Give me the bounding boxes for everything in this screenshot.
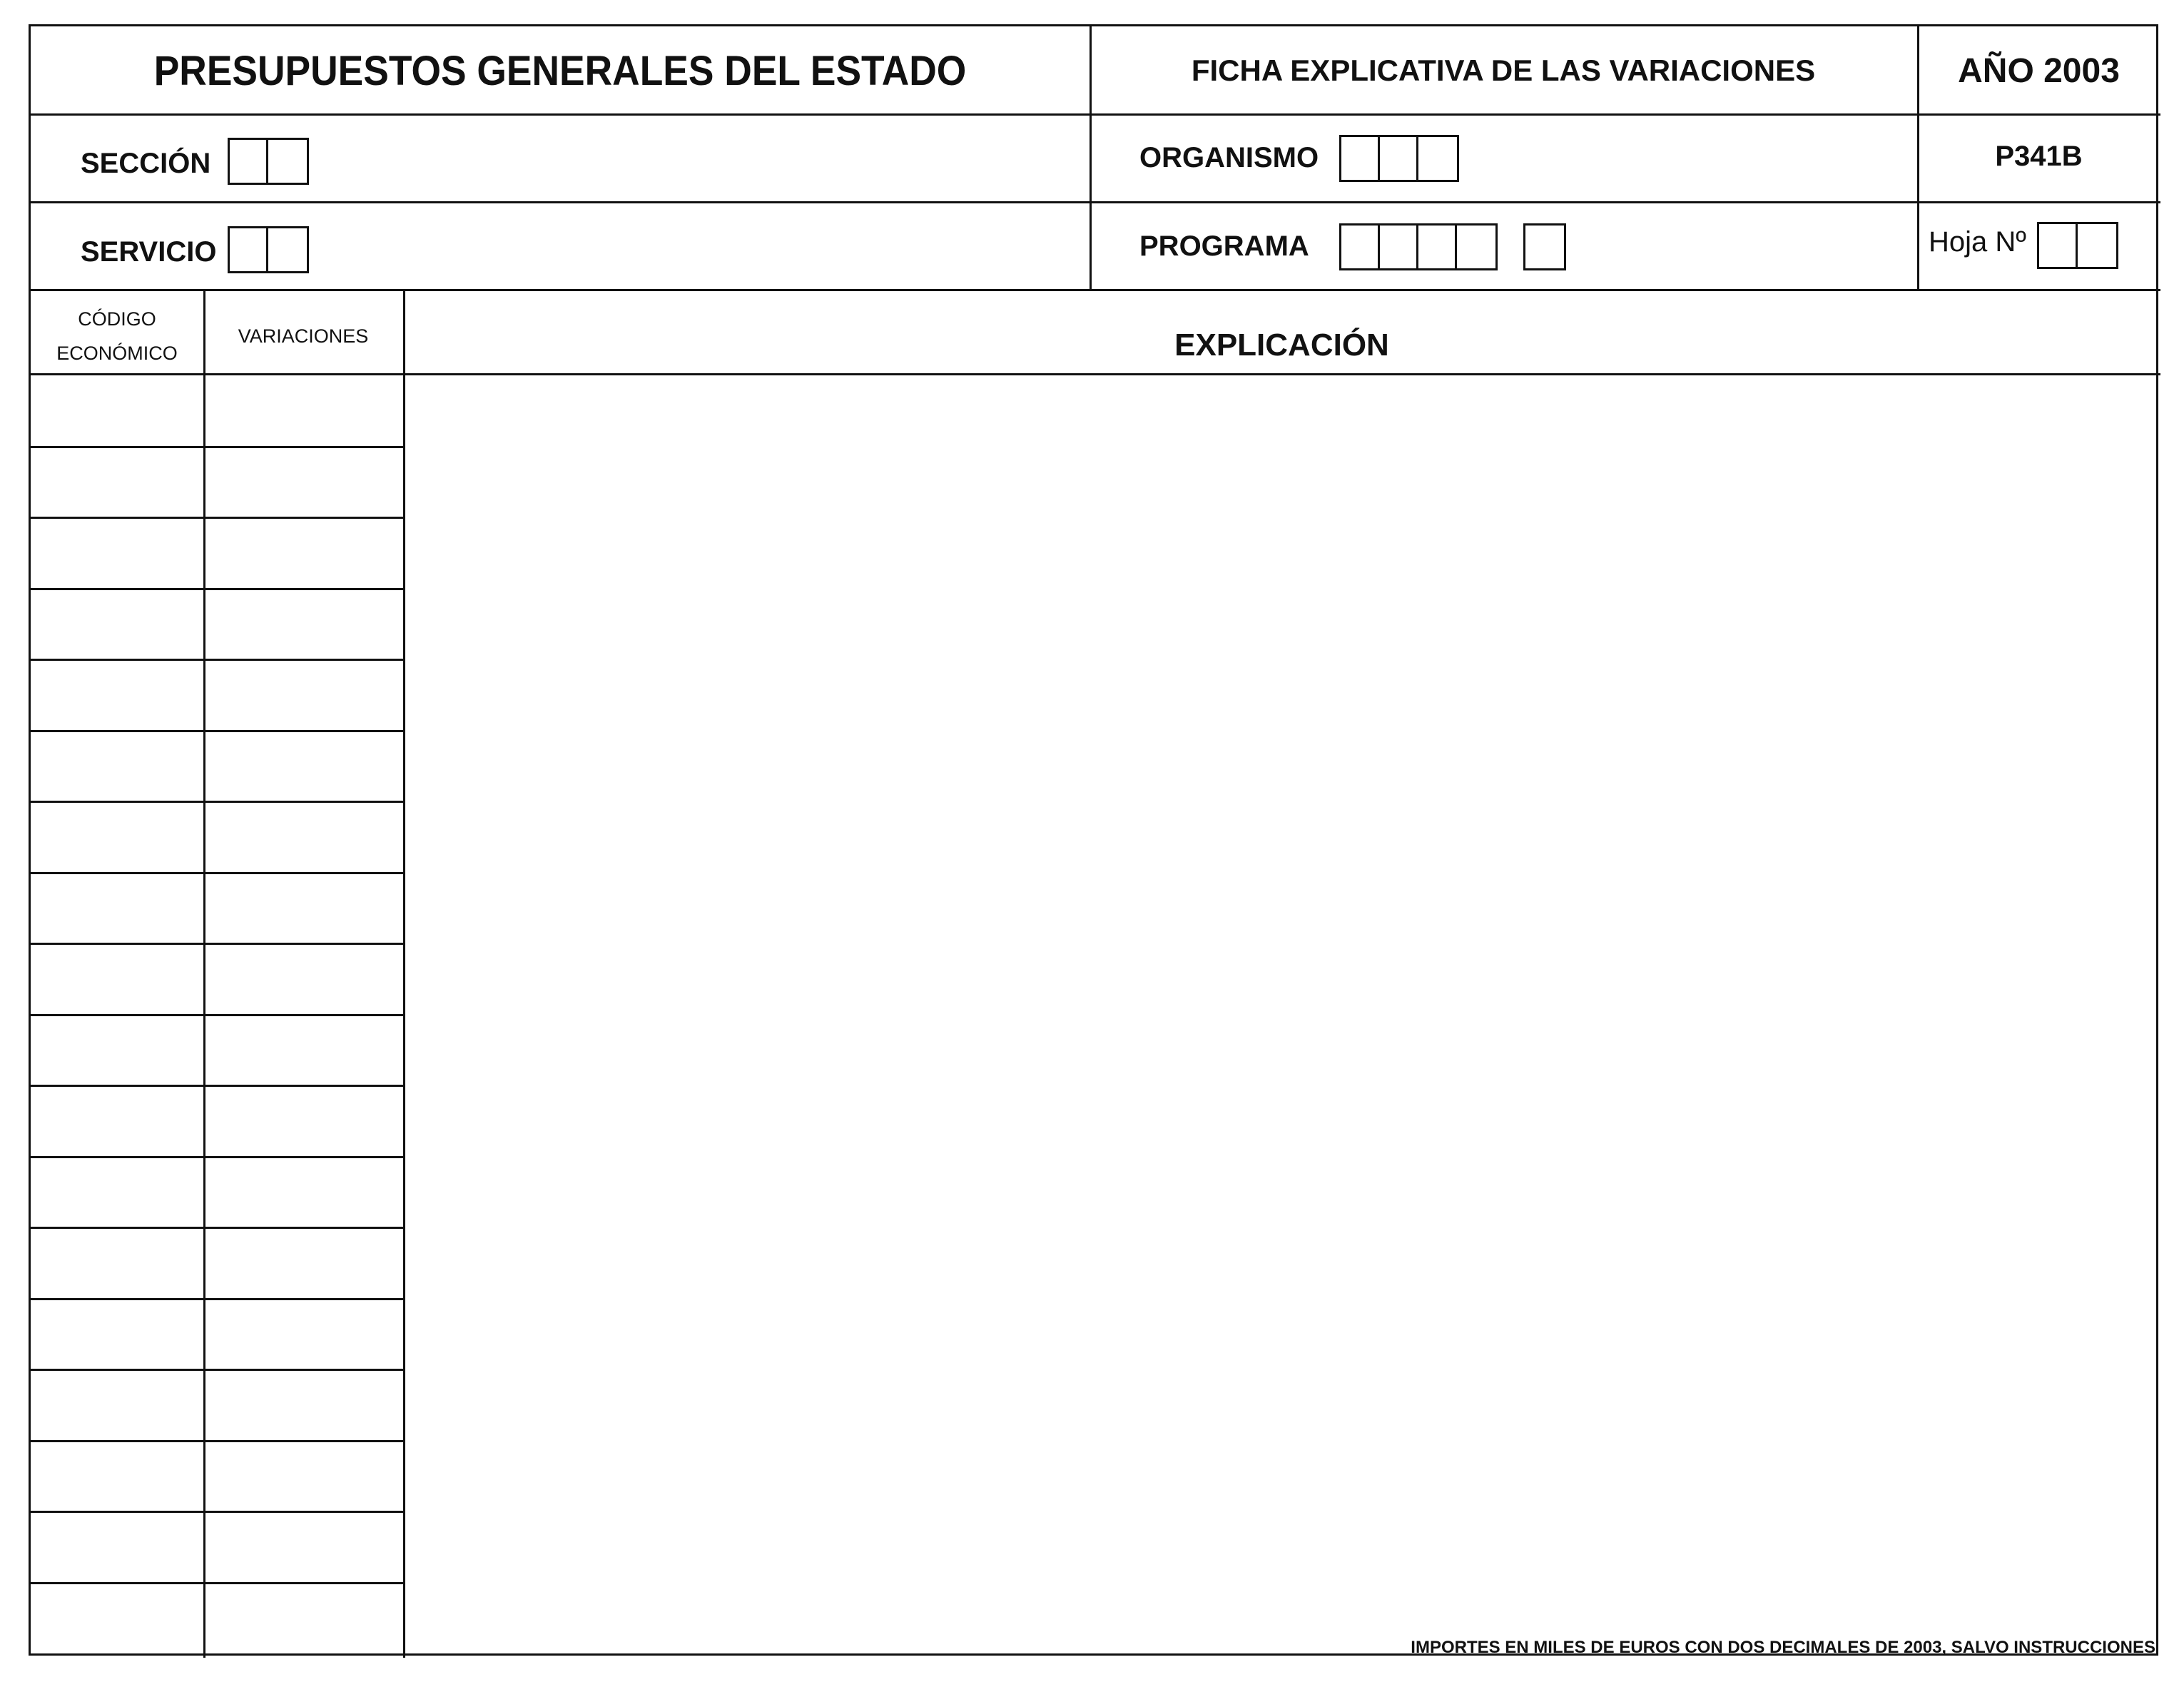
form-sheet <box>29 24 2158 1656</box>
table-row <box>31 1156 403 1158</box>
programa-code-boxes[interactable] <box>1339 223 1498 270</box>
divider <box>31 201 2160 203</box>
table-row <box>31 730 403 732</box>
seccion-digit-box[interactable] <box>230 140 268 183</box>
table-row <box>31 1511 403 1513</box>
col-header-codigo-line1: CÓDIGO <box>78 308 156 330</box>
explanation-text-area[interactable] <box>405 375 2156 1653</box>
programa-label: PROGRAMA <box>1139 230 1309 262</box>
variacion-cell[interactable] <box>205 1583 403 1654</box>
codigo-cell[interactable] <box>31 1299 203 1370</box>
table-row <box>31 659 403 661</box>
servicio-code-boxes[interactable] <box>228 226 309 273</box>
codigo-cell[interactable] <box>31 1369 203 1441</box>
seccion-label: SECCIÓN <box>81 148 211 179</box>
variacion-cell[interactable] <box>205 873 403 944</box>
table-row <box>31 872 403 874</box>
seccion-digit-box[interactable] <box>268 140 307 183</box>
programa-digit-box[interactable] <box>1418 226 1457 268</box>
codigo-cell[interactable] <box>31 447 203 518</box>
col-header-codigo <box>31 302 203 370</box>
variacion-cell[interactable] <box>205 1085 403 1157</box>
codigo-cell[interactable] <box>31 517 203 589</box>
hoja-number-boxes[interactable] <box>2037 222 2118 269</box>
table-row <box>31 1085 403 1087</box>
codigo-cell[interactable] <box>31 1441 203 1512</box>
codigo-cell[interactable] <box>31 1511 203 1583</box>
variacion-cell[interactable] <box>205 1227 403 1299</box>
page-title: PRESUPUESTOS GENERALES DEL ESTADO <box>153 47 967 94</box>
footer-note: IMPORTES EN MILES DE EUROS CON DOS DECIMALES DE 2003, SALVO INSTRUCCIONES <box>1411 1638 2155 1657</box>
programa-digit-box[interactable] <box>1380 226 1418 268</box>
seccion-code-boxes[interactable] <box>228 138 309 185</box>
variacion-cell[interactable] <box>205 375 403 447</box>
variacion-cell[interactable] <box>205 659 403 731</box>
codigo-cell[interactable] <box>31 1227 203 1299</box>
table-row <box>31 517 403 519</box>
variacion-cell[interactable] <box>205 517 403 589</box>
divider <box>1090 26 1092 290</box>
codigo-cell[interactable] <box>31 1583 203 1654</box>
codigo-cell[interactable] <box>31 943 203 1015</box>
servicio-label: SERVICIO <box>81 236 217 268</box>
programa-suffix-digit-box[interactable] <box>1525 226 1564 268</box>
table-row <box>31 1014 403 1016</box>
organismo-digit-box[interactable] <box>1380 137 1418 180</box>
form-subtitle: FICHA EXPLICATIVA DE LAS VARIACIONES <box>1191 54 1816 87</box>
servicio-digit-box[interactable] <box>268 228 307 271</box>
variacion-cell[interactable] <box>205 447 403 518</box>
col-header-codigo-line2: ECONÓMICO <box>56 343 178 364</box>
form-code: P341B <box>1995 141 2083 172</box>
variacion-cell[interactable] <box>205 801 403 873</box>
codigo-cell[interactable] <box>31 589 203 660</box>
variacion-cell[interactable] <box>205 1369 403 1441</box>
table-row <box>31 1369 403 1371</box>
codigo-cell[interactable] <box>31 873 203 944</box>
hoja-digit-box[interactable] <box>2039 224 2078 267</box>
table-row <box>31 1227 403 1229</box>
variacion-cell[interactable] <box>205 1441 403 1512</box>
organismo-code-boxes[interactable] <box>1339 135 1459 182</box>
table-row <box>31 1298 403 1300</box>
year-label: AÑO 2003 <box>1958 51 2120 90</box>
variacion-cell[interactable] <box>205 943 403 1015</box>
programa-digit-box[interactable] <box>1457 226 1495 268</box>
variacion-cell[interactable] <box>205 1299 403 1370</box>
divider <box>31 289 2160 291</box>
programa-digit-box[interactable] <box>1341 226 1380 268</box>
codigo-cell[interactable] <box>31 1015 203 1086</box>
col-header-variaciones: VARIACIONES <box>238 325 369 347</box>
variacion-cell[interactable] <box>205 731 403 802</box>
col-header-explicacion: EXPLICACIÓN <box>1174 328 1389 363</box>
organismo-digit-box[interactable] <box>1418 137 1457 180</box>
table-row <box>31 943 403 945</box>
codigo-cell[interactable] <box>31 801 203 873</box>
divider <box>31 113 2160 116</box>
servicio-digit-box[interactable] <box>230 228 268 271</box>
codigo-cell[interactable] <box>31 1157 203 1228</box>
table-row <box>31 1582 403 1584</box>
codigo-cell[interactable] <box>31 375 203 447</box>
programa-suffix-box[interactable] <box>1523 223 1566 270</box>
variacion-cell[interactable] <box>205 589 403 660</box>
table-row <box>31 446 403 448</box>
variacion-cell[interactable] <box>205 1157 403 1228</box>
variacion-cell[interactable] <box>205 1511 403 1583</box>
hoja-digit-box[interactable] <box>2078 224 2116 267</box>
organismo-digit-box[interactable] <box>1341 137 1380 180</box>
codigo-cell[interactable] <box>31 1085 203 1157</box>
hoja-label: Hoja Nº <box>1929 226 2026 258</box>
codigo-cell[interactable] <box>31 659 203 731</box>
variacion-cell[interactable] <box>205 1015 403 1086</box>
table-row <box>31 588 403 590</box>
organismo-label: ORGANISMO <box>1139 142 1319 173</box>
table-row <box>31 801 403 803</box>
table-row <box>31 1440 403 1442</box>
codigo-cell[interactable] <box>31 731 203 802</box>
